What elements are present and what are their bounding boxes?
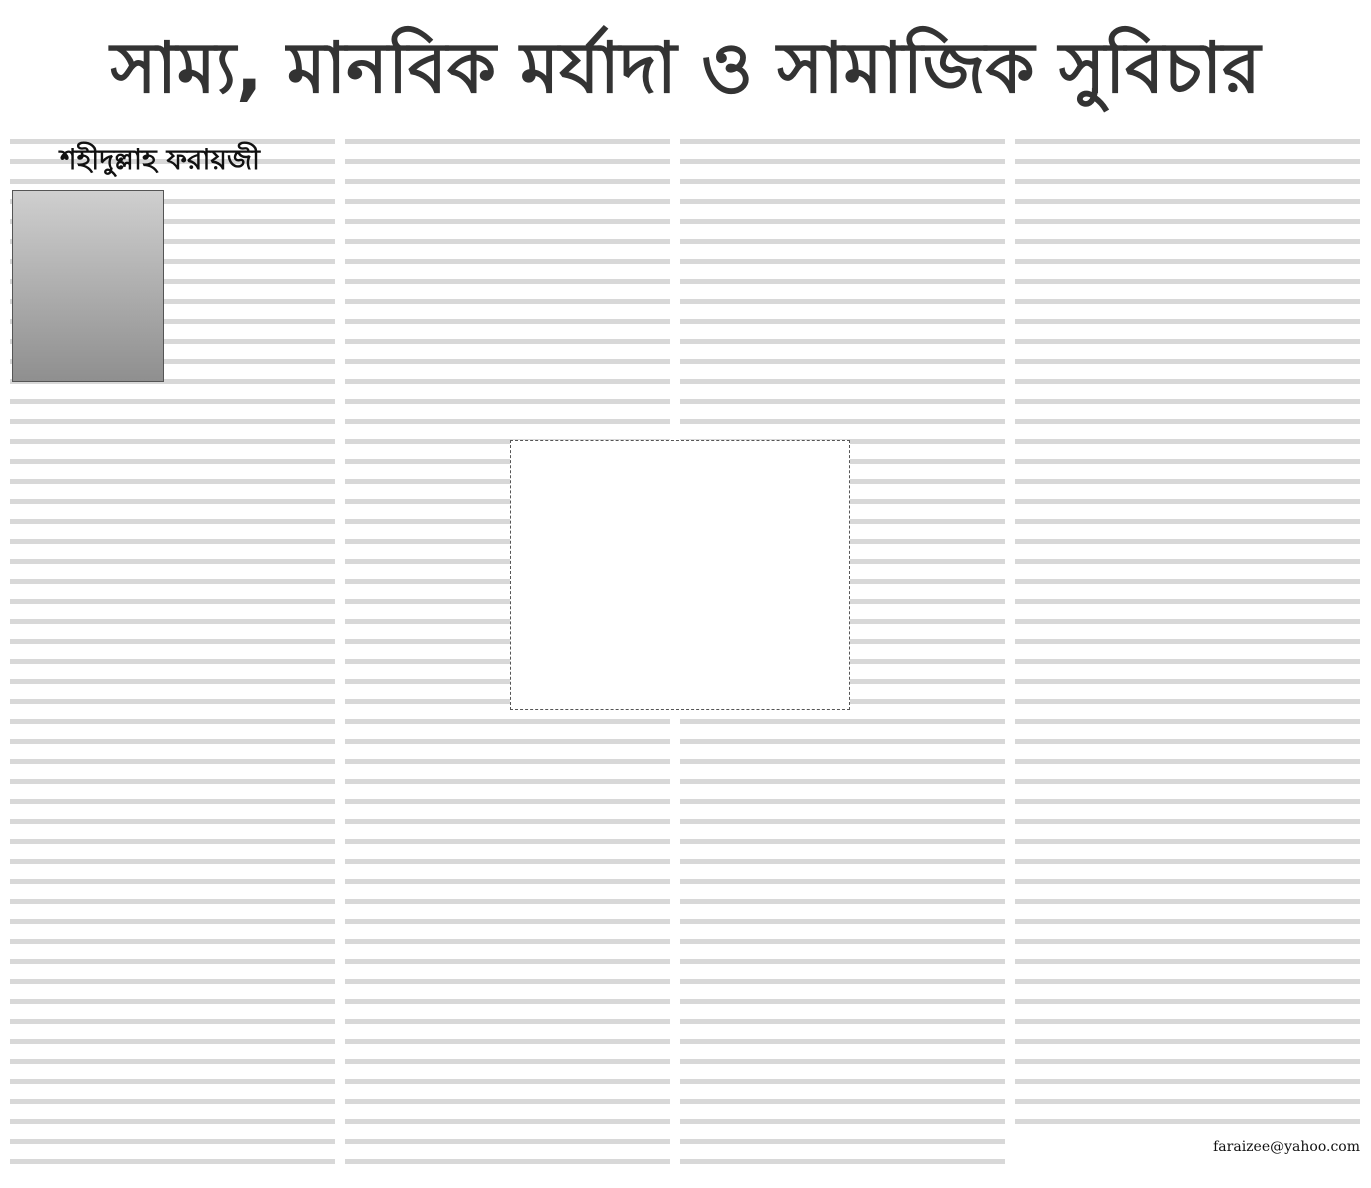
pull-quote (510, 440, 850, 710)
headline: সাম্য, মানবিক মর্যাদা ও সামাজিক সুবিচার (110, 27, 1261, 109)
byline: শহীদুল্লাহ ফরায়জী (60, 143, 261, 176)
footer (1015, 1136, 1360, 1158)
email-line: faraizee@yahoo.com (1213, 1139, 1360, 1155)
column-4 (1015, 132, 1360, 1132)
author-photo (12, 190, 164, 382)
